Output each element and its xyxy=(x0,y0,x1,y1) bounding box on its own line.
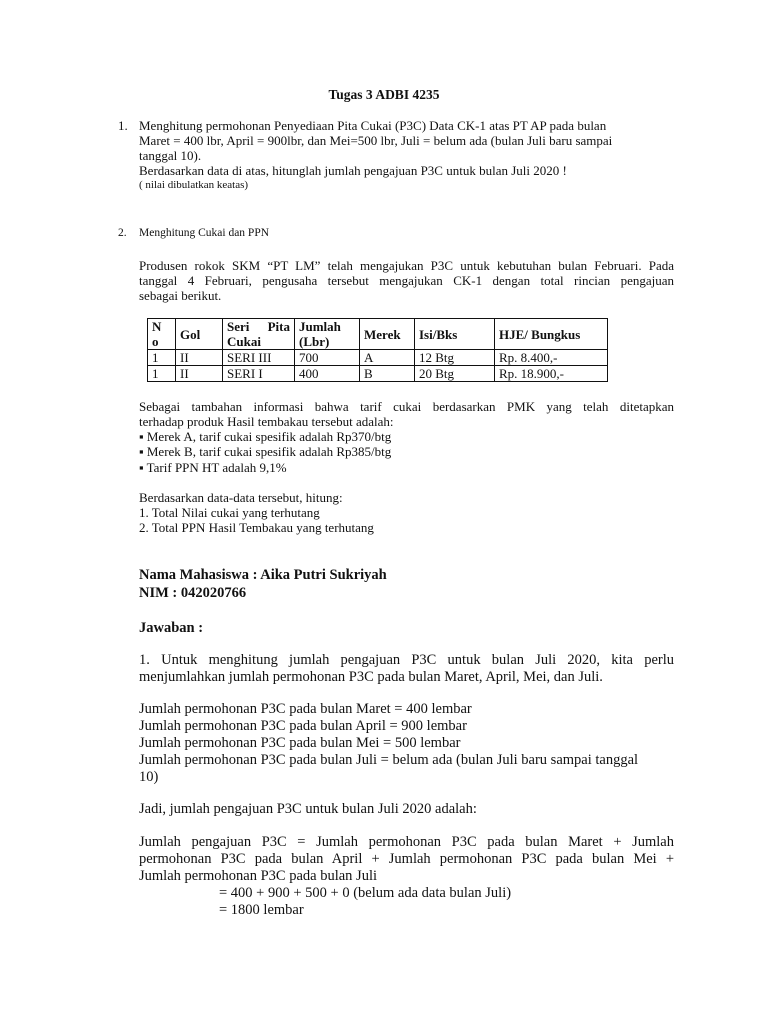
header-merek: Merek xyxy=(360,319,415,350)
question-2-paragraph: tanggal 4 Februari, pengusaha tersebut mengajukan CK-1 dengan total rincian pengajuan xyxy=(139,273,674,288)
cell-hje: Rp. 8.400,- xyxy=(495,350,608,366)
cell-gol: II xyxy=(176,350,223,366)
cell-no: 1 xyxy=(148,350,176,366)
calculation-prompt: Berdasarkan data-data tersebut, hitung: xyxy=(139,490,343,505)
question-2-paragraph: sebagai berikut. xyxy=(139,288,222,303)
tariff-bullet: ▪ Merek B, tarif cukai spesifik adalah Rp385/btg xyxy=(139,444,392,459)
cell-merek: B xyxy=(360,366,415,382)
monthly-request: Jumlah permohonan P3C pada bulan Maret = 400 lembar xyxy=(139,701,472,717)
calculation-line: = 400 + 900 + 500 + 0 (belum ada data bulan Juli) xyxy=(219,885,512,901)
info-paragraph: terhadap produk Hasil tembakau tersebut adalah: xyxy=(139,414,394,429)
header-isi: Isi/Bks xyxy=(415,319,495,350)
answer-paragraph: menjumlahkan jumlah permohonan P3C pada bulan Maret, April, Mei, dan Juli. xyxy=(139,669,603,685)
calculation-item: 2. Total PPN Hasil Tembakau yang terhutang xyxy=(139,520,374,535)
conclusion-intro: Jadi, jumlah pengajuan P3C untuk bulan Juli 2020 adalah: xyxy=(139,801,477,817)
student-name: Nama Mahasiswa : Aika Putri Sukriyah xyxy=(139,567,387,583)
formula-line: Jumlah pengajuan P3C = Jumlah permohonan P3C pada bulan Maret + Jumlah xyxy=(139,834,674,850)
tariff-bullet: ▪ Merek A, tarif cukai spesifik adalah Rp370/btg xyxy=(139,429,392,444)
cell-gol: II xyxy=(176,366,223,382)
monthly-request: Jumlah permohonan P3C pada bulan April = 900 lembar xyxy=(139,718,467,734)
document-title: Tugas 3 ADBI 4235 xyxy=(328,87,440,102)
answer-heading: Jawaban : xyxy=(139,620,204,636)
formula-line: Jumlah permohonan P3C pada bulan Juli xyxy=(139,868,378,884)
cell-jumlah: 400 xyxy=(295,366,360,382)
header-no: N o xyxy=(148,319,176,350)
header-seri-pita-cukai: Seri Pita Cukai xyxy=(223,319,295,350)
question-2-heading: Menghitung Cukai dan PPN xyxy=(139,227,270,239)
table-header-row xyxy=(148,319,608,350)
header-gol: Gol xyxy=(176,319,223,350)
table-row xyxy=(148,350,608,366)
cell-seri: SERI III xyxy=(223,350,295,366)
info-paragraph: Sebagai tambahan informasi bahwa tarif cukai berdasarkan PMK yang telah ditetapkan xyxy=(139,399,674,414)
question-2-paragraph: Produsen rokok SKM “PT LM” telah mengajukan P3C untuk kebutuhan bulan Februari. Pada xyxy=(139,258,674,273)
cell-no: 1 xyxy=(148,366,176,382)
calculation-result: = 1800 lembar xyxy=(219,902,304,918)
question-1-line: Menghitung permohonan Penyediaan Pita Cukai (P3C) Data CK-1 atas PT AP pada bulan xyxy=(139,118,607,133)
student-nim: NIM : 042020766 xyxy=(139,585,247,601)
header-hje: HJE/ Bungkus xyxy=(495,319,608,350)
cell-isi: 12 Btg xyxy=(415,350,495,366)
tariff-bullet: ▪ Tarif PPN HT adalah 9,1% xyxy=(139,460,287,475)
table-row xyxy=(148,366,608,382)
question-1-line: Berdasarkan data di atas, hitunglah jumlah pengajuan P3C untuk bulan Juli 2020 ! xyxy=(139,163,567,178)
cell-jumlah: 700 xyxy=(295,350,360,366)
cell-seri: SERI I xyxy=(223,366,295,382)
header-jumlah: Jumlah (Lbr) xyxy=(295,319,360,350)
monthly-request: 10) xyxy=(139,769,159,785)
cell-merek: A xyxy=(360,350,415,366)
pengajuan-table xyxy=(147,318,608,382)
question-2-number: 2. xyxy=(118,227,127,239)
cell-hje: Rp. 18.900,- xyxy=(495,366,608,382)
question-1-number: 1. xyxy=(118,118,128,133)
question-1-line: tanggal 10). xyxy=(139,148,202,163)
formula-line: permohonan P3C pada bulan April + Jumlah permohonan P3C pada bulan Mei + xyxy=(139,851,674,867)
question-1-note: ( nilai dibulatkan keatas) xyxy=(139,179,249,191)
question-1-line: Maret = 400 lbr, April = 900lbr, dan Mei=500 lbr, Juli = belum ada (bulan Juli baru sampai xyxy=(139,133,613,148)
cell-isi: 20 Btg xyxy=(415,366,495,382)
monthly-request: Jumlah permohonan P3C pada bulan Mei = 500 lembar xyxy=(139,735,461,751)
calculation-item: 1. Total Nilai cukai yang terhutang xyxy=(139,505,320,520)
answer-paragraph: 1. Untuk menghitung jumlah pengajuan P3C untuk bulan Juli 2020, kita perlu xyxy=(139,652,674,668)
monthly-request: Jumlah permohonan P3C pada bulan Juli = belum ada (bulan Juli baru sampai tanggal xyxy=(139,752,639,768)
